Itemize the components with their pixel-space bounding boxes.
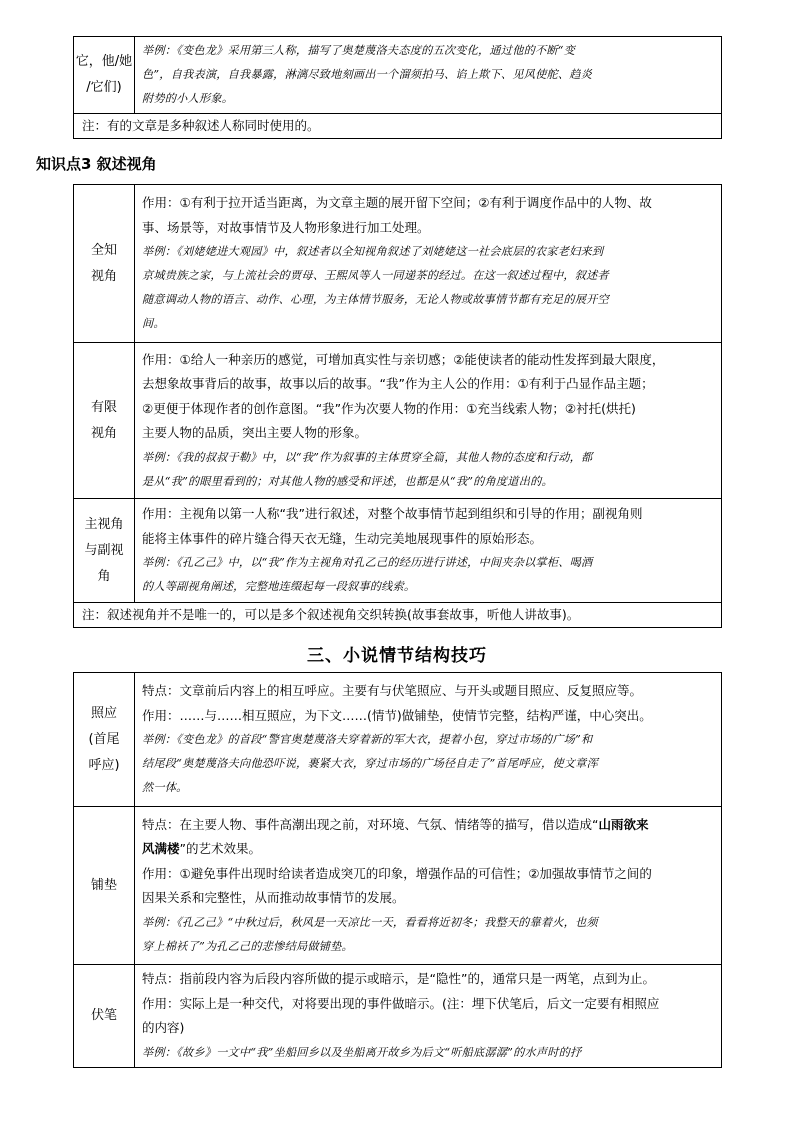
- example-line: 举例：《孔乙己》中，以“我”作为主视角对孔乙己的经历进行讲述，中间夹杂以掌柜、喝酒: [142, 556, 593, 569]
- table-row: [74, 673, 722, 807]
- label-line: 铺垫: [90, 877, 117, 893]
- row-label: [74, 499, 135, 603]
- table-note: 注：有的文章是多种叙述人称同时使用的。: [74, 114, 722, 139]
- table-row: [74, 37, 722, 114]
- table-row: [74, 807, 722, 965]
- row-label: [74, 37, 135, 114]
- row-content: [135, 37, 722, 114]
- example-line: 京城贵族之家，与上流社会的贾母、王熙凤等人一同递茶的经过。在这一叙述过程中，叙述者: [142, 269, 609, 282]
- row-label: [74, 673, 135, 807]
- example-line: 是从“我”的眼里看到的；对其他人物的感受和评述，也都是从“我”的角度道出的。: [142, 474, 553, 488]
- label-line: 呼应): [88, 757, 120, 773]
- example-line: 举例：《变色龙》采用第三人称，描写了奥楚蔑洛夫态度的五次变化，通过他的不断“变: [142, 44, 576, 57]
- row-content: [135, 499, 722, 603]
- label-line: /它们): [86, 80, 122, 95]
- example-line: 穿上棉袄了”为孔乙己的悲惨结局做铺垫。: [142, 939, 353, 953]
- text-line: 主要人物的品质，突出主要人物的形象。: [142, 425, 368, 440]
- table-note: 注：叙述视角并不是唯一的，可以是多个叙述视角交织转换(故事套故事，听他人讲故事)。: [74, 603, 722, 628]
- narrative-person-table: [73, 36, 722, 139]
- row-content: [135, 185, 722, 343]
- emphasis-text: 风满楼: [142, 841, 180, 856]
- label-line: 主视角: [84, 516, 124, 532]
- narrative-perspective-table: [73, 184, 722, 628]
- label-line: 它，他/她: [75, 54, 133, 69]
- table-row: [74, 603, 722, 628]
- example-line: 举例：《孔乙己》“中秋过后，秋风是一天凉比一天，看看将近初冬；我整天的靠着火，也须: [142, 915, 598, 929]
- table-row: [74, 114, 722, 139]
- label-line: 有限: [90, 399, 117, 415]
- text-line: 作用：实际上是一种交代，对将要出现的事件做暗示。(注：埋下伏笔后，后文一定要有相照应: [142, 995, 660, 1011]
- text-line: 作用：①有利于拉开适当距离，为文章主题的展开留下空间；②有利于调度作品中的人物、故: [142, 195, 652, 210]
- example-line: 间。: [142, 317, 165, 330]
- text-line: 去想象故事背后的故事，故事以后的故事。“我”作为主人公的作用：①有利于凸显作品主题；: [142, 376, 654, 391]
- text-line: 因果关系和完整性，从而推动故事情节的发展。: [142, 890, 405, 905]
- table-row: [74, 185, 722, 343]
- text-line: [142, 813, 715, 838]
- example-line: 色”，自我表演，自我暴露，淋漓尽致地刻画出一个溜须拍马、谄上欺下、见风使舵、趋炎: [142, 68, 593, 81]
- plot-techniques-table: [73, 672, 722, 1068]
- row-content: [135, 807, 722, 965]
- row-label: [74, 965, 135, 1068]
- label-line: 全知: [90, 242, 117, 258]
- example-line: 举例：《刘姥姥进大观园》中，叙述者以全知视角叙述了刘姥姥这一社会底层的农家老妇来到: [142, 245, 604, 258]
- label-line: 照应: [90, 705, 117, 721]
- text-line: 作用：主视角以第一人称“我”进行叙述，对整个故事情节起到组织和引导的作用；副视角则: [142, 506, 643, 521]
- example-line: 附势的小人形象。: [142, 92, 234, 105]
- text-line: [142, 837, 715, 862]
- row-label: [74, 185, 135, 343]
- row-content: [135, 343, 722, 499]
- section-title: 三、小说情节结构技巧: [307, 646, 487, 666]
- example-line: 的人等副视角阐述，完整地连缀起每一段叙事的线索。: [142, 580, 416, 593]
- example-line: 随意调动人物的语言、动作、心理，为主体情节服务，无论人物或故事情节都有充足的展开空: [142, 293, 609, 306]
- label-line: 视角: [90, 268, 117, 284]
- example-line: 结尾段“奥楚蔑洛夫向他恐吓说，裹紧大衣，穿过市场的广场径自走了”首尾呼应，使文章浑: [142, 757, 598, 770]
- text-line: 作用：……与……相互照应，为下文……(情节)做铺垫，使情节完整，结构严谨，中心突出。: [142, 707, 652, 723]
- text-span: ”的艺术效果。: [179, 841, 261, 856]
- text-line: 作用：①避免事件出现时给读者造成突兀的印象，增强作品的可信性；②加强故事情节之间的: [142, 865, 652, 881]
- example-line: 然一体。: [142, 781, 188, 794]
- table-row: [74, 499, 722, 603]
- label-line: 伏笔: [90, 1007, 117, 1023]
- text-span: 特点：在主要人物、事件高潮出现之前，对环境、气氛、情绪等的描写，借以造成“: [142, 816, 599, 832]
- text-line: 的内容): [142, 1020, 185, 1035]
- label-line: (首尾: [88, 731, 120, 747]
- text-line: 事、场景等，对故事情节及人物形象进行加工处理。: [142, 219, 430, 235]
- row-label: [74, 807, 135, 965]
- emphasis-text: 山雨欲来: [598, 816, 649, 832]
- example-line: 举例：《故乡》一文中“我”坐船回乡以及坐船离开故乡为后文“听船底潺潺”的水声时的抒: [142, 1045, 582, 1059]
- section-heading: 知识点3 叙述视角: [36, 155, 157, 173]
- label-line: 与副视: [84, 542, 124, 558]
- text-line: 作用：①给人一种亲历的感觉，可增加真实性与亲切感；②能使读者的能动性发挥到最大限度，: [142, 351, 665, 367]
- text-line: 能将主体事件的碎片缝合得天衣无缝，生动完美地展现事件的原始形态。: [142, 530, 543, 546]
- label-line: 视角: [90, 425, 117, 441]
- row-content: [135, 673, 722, 807]
- example-line: 举例：《变色龙》的首段“警官奥楚蔑洛夫穿着新的军大衣，提着小包，穿过市场的广场”和: [142, 733, 593, 746]
- table-row: [74, 343, 722, 499]
- example-line: 举例：《我的叔叔于勒》中，以“我”作为叙事的主体贯穿全篇，其他人物的态度和行动，都: [142, 450, 593, 464]
- text-line: ②更便于体现作者的创作意图。“我”作为次要人物的作用：①充当线索人物；②衬托(烘托): [142, 400, 636, 416]
- table-row: [74, 965, 722, 1068]
- row-content: [135, 965, 722, 1068]
- text-line: 特点：文章前后内容上的相互呼应。主要有与伏笔照应、与开头或题目照应、反复照应等。: [142, 683, 643, 698]
- row-label: [74, 343, 135, 499]
- label-line: 角: [97, 568, 111, 584]
- text-line: 特点：指前段内容为后段内容所做的提示或暗示，是“隐性”的，通常只是一两笔，点到为止。: [142, 971, 655, 986]
